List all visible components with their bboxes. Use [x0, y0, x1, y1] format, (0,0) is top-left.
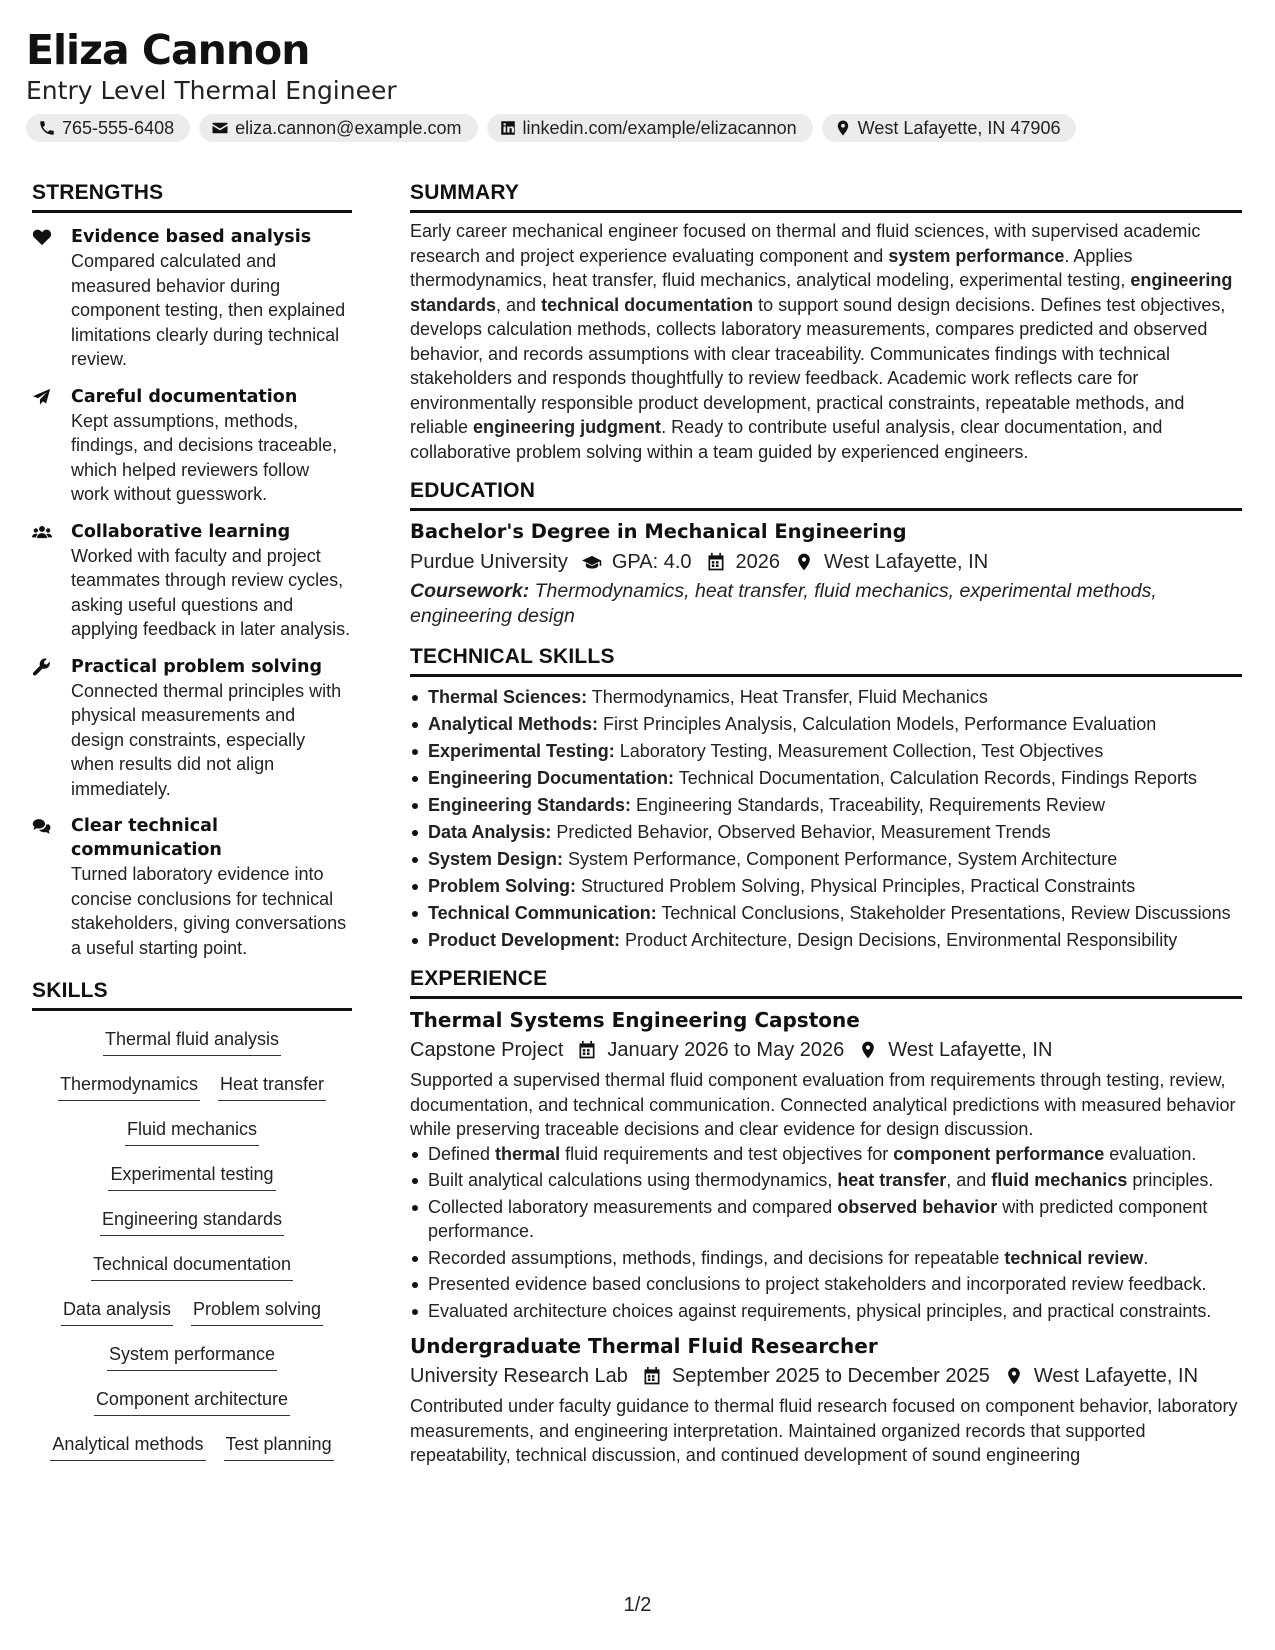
- skill-tag: Thermal fluid analysis: [103, 1025, 281, 1056]
- resume-header: [26, 24, 1256, 142]
- contact-linkedin[interactable]: [487, 114, 813, 142]
- skill-tag: Test planning: [224, 1430, 334, 1461]
- school-location: West Lafayette, IN: [824, 551, 989, 573]
- skill-tag: Technical documentation: [91, 1250, 293, 1281]
- strength-description: Worked with faculty and project teammates through review cycles, asking useful questions and applying feedback in later analysis.: [71, 545, 351, 639]
- education-meta: [410, 547, 1242, 577]
- job-organization: Capstone Project: [410, 1039, 564, 1061]
- technical-skills-list: [410, 685, 1242, 952]
- page-number: 1/2: [623, 1594, 652, 1616]
- job-title: Undergraduate Thermal Fluid Researcher: [410, 1334, 878, 1358]
- skill-tag: Thermodynamics: [58, 1070, 200, 1101]
- list-item: Collected laboratory measurements and compared observed behavior with predicted component performance.: [410, 1195, 1242, 1244]
- linkedin-icon: [499, 119, 517, 137]
- skills-section: [32, 976, 352, 1475]
- strength-description: Kept assumptions, methods, findings, and decisions traceable, which helped reviewers follow work without guesswork.: [71, 410, 338, 504]
- school-name: Purdue University: [410, 551, 568, 573]
- strength-description: Connected thermal principles with physical measurements and design constraints, especially when results did not align immediately.: [71, 680, 342, 799]
- list-item: Defined thermal fluid requirements and test objectives for component performance evaluation.: [410, 1142, 1242, 1167]
- section-heading-technical-skills: TECHNICAL SKILLS: [410, 642, 1242, 677]
- section-heading-strengths: STRENGTHS: [32, 178, 352, 213]
- right-column: [410, 178, 1242, 1468]
- skill-tag: Engineering standards: [100, 1205, 284, 1236]
- strength-title: Careful documentation: [71, 386, 298, 407]
- strength-item: [32, 385, 352, 507]
- graduation-year: 2026: [735, 551, 781, 573]
- contact-location: [822, 114, 1077, 142]
- strengths-list: [32, 225, 352, 960]
- calendar-icon: [642, 1366, 662, 1386]
- list-item: Analytical Methods: First Principles Analysis, Calculation Models, Performance Evaluation: [410, 712, 1242, 736]
- job-dates: September 2025 to December 2025: [671, 1365, 990, 1387]
- job-title: Thermal Systems Engineering Capstone: [410, 1008, 860, 1032]
- skill-tag: Analytical methods: [50, 1430, 205, 1461]
- section-heading-summary: SUMMARY: [410, 178, 1242, 213]
- job-entry: [410, 1005, 1242, 1323]
- list-item: Presented evidence based conclusions to project stakeholders and incorporated review feedback.: [410, 1272, 1242, 1297]
- education-section: [410, 476, 1242, 629]
- job-location: West Lafayette, IN: [1033, 1365, 1199, 1387]
- list-item: Data Analysis: Predicted Behavior, Observed Behavior, Measurement Trends: [410, 820, 1242, 844]
- section-heading-experience: EXPERIENCE: [410, 964, 1242, 999]
- contact-location-text: West Lafayette, IN 47906: [857, 117, 1061, 138]
- map-pin-icon: [794, 552, 814, 572]
- skill-tag: Heat transfer: [218, 1070, 326, 1101]
- map-pin-icon: [834, 119, 852, 137]
- strength-title: Clear technical communication: [71, 816, 222, 860]
- section-heading-skills: SKILLS: [32, 976, 352, 1011]
- skill-tag: Problem solving: [191, 1295, 323, 1326]
- summary-text: Early career mechanical engineer focused on thermal and fluid sciences, with supervised academic research and project experience evaluating component and system performance. Applies thermodynamics, heat transfer, fluid mechanics, analytical modeling, experimental testing, engineering standards, and technical documentation to support sound design decisions. Defines test objectives, develops calculation methods, collects laboratory measurements, compares predicted and observed behavior, and records assumptions with clear traceability. Communicates findings with technical stakeholders and responds thoughtfully to review feedback. Academic work reflects care for environmentally responsible product development, practical constraints, repeatable methods, and reliable engineering judgment. Ready to contribute useful analysis, clear documentation, and collaborative problem solving within a team guided by experienced engineers.: [410, 221, 1233, 462]
- contact-email[interactable]: [199, 114, 477, 142]
- job-meta: [410, 1361, 1242, 1391]
- job-organization: University Research Lab: [410, 1365, 628, 1387]
- list-item: Recorded assumptions, methods, findings, and decisions for repeatable technical review.: [410, 1246, 1242, 1271]
- heart-icon: [32, 228, 52, 246]
- map-pin-icon: [858, 1040, 878, 1060]
- degree-title: Bachelor's Degree in Mechanical Engineering: [410, 520, 907, 543]
- gpa: GPA: 4.0: [611, 551, 692, 573]
- strength-item: [32, 814, 352, 960]
- list-item: Engineering Standards: Engineering Standards, Traceability, Requirements Review: [410, 793, 1242, 817]
- calendar-icon: [706, 552, 726, 572]
- list-item: Technical Communication: Technical Conclusions, Stakeholder Presentations, Review Discussions: [410, 901, 1242, 925]
- list-item: Built analytical calculations using thermodynamics, heat transfer, and fluid mechanics principles.: [410, 1168, 1242, 1193]
- strength-item: [32, 655, 352, 802]
- list-item: Evaluated architecture choices against requirements, physical principles, and practical constraints.: [410, 1299, 1242, 1324]
- contact-phone-text: 765-555-6408: [62, 117, 175, 138]
- strength-item: [32, 520, 352, 642]
- users-icon: [32, 523, 52, 541]
- contact-bar: [26, 114, 1256, 142]
- contact-email-text: eliza.cannon@example.com: [235, 117, 462, 138]
- contact-phone[interactable]: [26, 114, 190, 142]
- section-heading-education: EDUCATION: [410, 476, 1242, 511]
- experience-section: [410, 964, 1242, 1468]
- skill-tag: Data analysis: [61, 1295, 173, 1326]
- list-item: System Design: System Performance, Component Performance, System Architecture: [410, 847, 1242, 871]
- candidate-title: Entry Level Thermal Engineer: [26, 76, 397, 105]
- contact-linkedin-text: linkedin.com/example/elizacannon: [522, 117, 797, 138]
- wrench-icon: [32, 658, 52, 676]
- strength-description: Compared calculated and measured behavior during component testing, then explained limitations clearly during technical review.: [71, 251, 346, 369]
- job-location: West Lafayette, IN: [888, 1039, 1053, 1061]
- skill-tag: Component architecture: [94, 1385, 290, 1416]
- list-item: Thermal Sciences: Thermodynamics, Heat Transfer, Fluid Mechanics: [410, 685, 1242, 709]
- job-entry: [410, 1331, 1242, 1468]
- paper-plane-icon: [32, 388, 52, 406]
- list-item: Problem Solving: Structured Problem Solving, Physical Principles, Practical Constraints: [410, 874, 1242, 898]
- candidate-name: Eliza Cannon: [26, 26, 310, 74]
- strengths-section: [32, 178, 352, 960]
- skill-tag: Fluid mechanics: [125, 1115, 259, 1146]
- strength-item: [32, 225, 352, 372]
- job-dates: January 2026 to May 2026: [607, 1039, 845, 1061]
- comments-icon: [32, 817, 52, 835]
- strength-title: Practical problem solving: [71, 656, 323, 677]
- list-item: Experimental Testing: Laboratory Testing, Measurement Collection, Test Objectives: [410, 739, 1242, 763]
- map-pin-icon: [1004, 1366, 1024, 1386]
- left-column: [32, 178, 352, 1475]
- strength-description: Turned laboratory evidence into concise conclusions for technical stakeholders, giving conversations a useful starting point.: [71, 864, 347, 958]
- job-bullets: [410, 1142, 1242, 1324]
- technical-skills-section: [410, 642, 1242, 952]
- phone-icon: [38, 119, 56, 137]
- summary-section: [410, 178, 1242, 464]
- skills-list: [32, 1025, 352, 1475]
- strength-title: Collaborative learning: [71, 521, 291, 542]
- list-item: Engineering Documentation: Technical Documentation, Calculation Records, Findings Reports: [410, 766, 1242, 790]
- skill-tag: System performance: [107, 1340, 277, 1371]
- calendar-icon: [577, 1040, 597, 1060]
- job-description: Contributed under faculty guidance to thermal fluid research focused on component behavior, laboratory measurements, and engineering interpretation. Maintained organized records that supported repeatability, technical discussion, and continued development of sound engineering: [410, 1396, 1238, 1465]
- strength-title: Evidence based analysis: [71, 227, 312, 247]
- envelope-icon: [211, 119, 229, 137]
- skill-tag: Experimental testing: [108, 1160, 275, 1191]
- graduation-cap-icon: [582, 552, 602, 572]
- job-description: Supported a supervised thermal fluid component evaluation from requirements through testing, review, documentation, and technical communication. Connected analytical predictions with measured behavior while preserving traceable decisions and clear evidence for design discussion.: [410, 1070, 1236, 1139]
- list-item: Product Development: Product Architecture, Design Decisions, Environmental Responsibility: [410, 928, 1242, 952]
- job-meta: [410, 1035, 1242, 1065]
- coursework: Coursework: Thermodynamics, heat transfer, fluid mechanics, experimental methods, engineering design: [410, 580, 1157, 627]
